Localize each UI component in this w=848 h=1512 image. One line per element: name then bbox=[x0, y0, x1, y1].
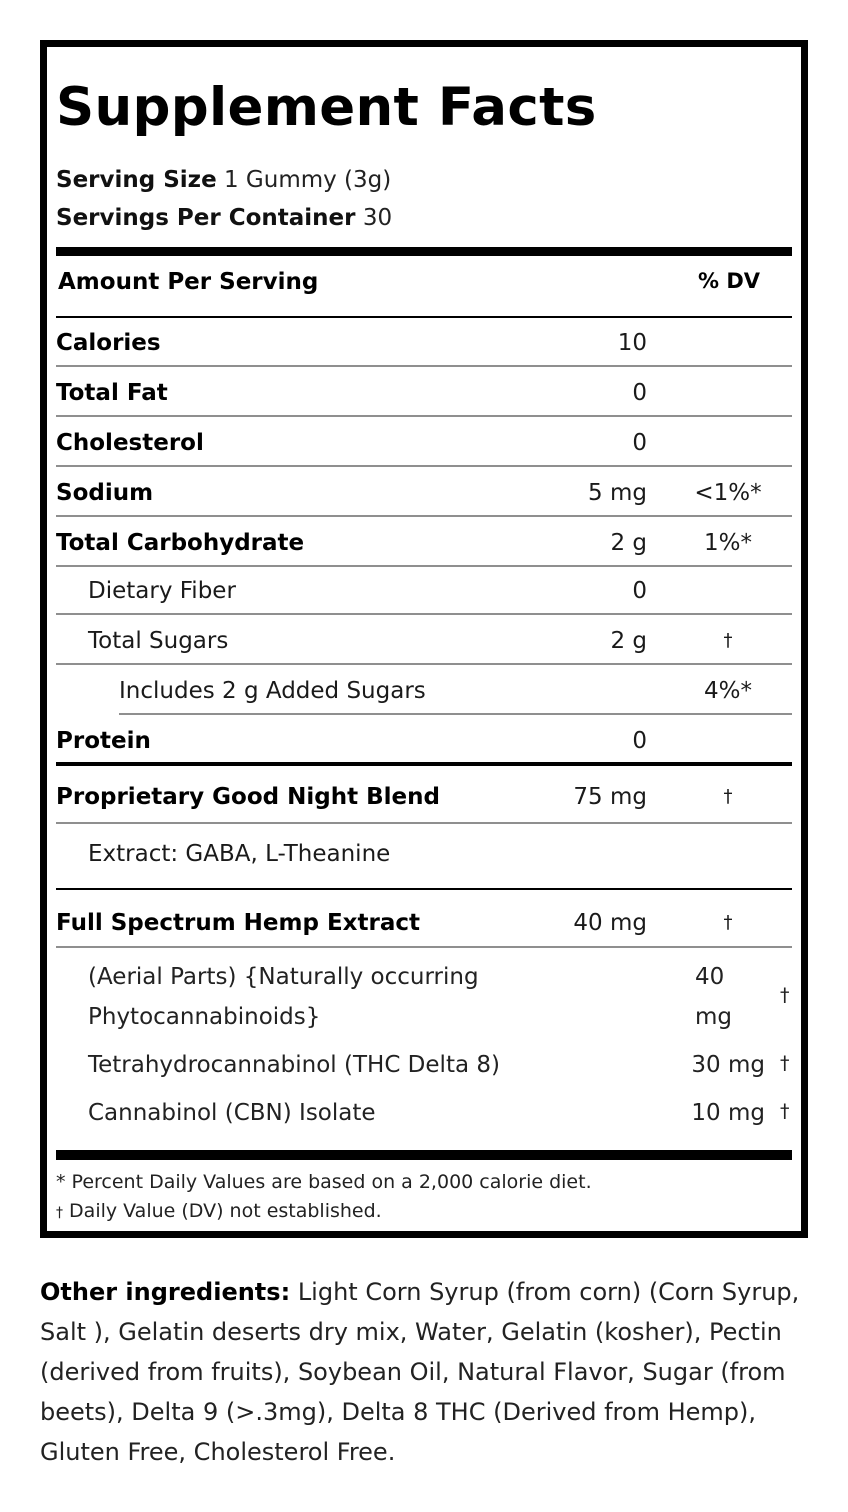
nutrient-row-total-sugars bbox=[56, 616, 792, 666]
serving-size bbox=[56, 167, 391, 193]
nutrient-dv: 4%* bbox=[704, 678, 752, 704]
row-divider bbox=[56, 822, 792, 824]
blend-amount: 75 mg bbox=[573, 784, 647, 810]
nutrient-label: Protein bbox=[56, 728, 151, 754]
hemp-item-dv: † bbox=[780, 1100, 790, 1122]
hemp-item-dv: † bbox=[780, 1052, 790, 1074]
nutrient-row-calories bbox=[56, 318, 792, 368]
nutrient-row-sodium bbox=[56, 468, 792, 518]
serving-size-value: 1 Gummy (3g) bbox=[223, 167, 392, 193]
hemp-item-label-line2: Phytocannabinoids} bbox=[88, 1004, 321, 1030]
other-ingredients-label: Other ingredients: bbox=[40, 1278, 291, 1306]
row-divider bbox=[56, 946, 792, 948]
row-divider bbox=[56, 415, 792, 417]
nutrient-amount: 2 g bbox=[610, 628, 647, 654]
nutrient-amount: 0 bbox=[632, 380, 647, 406]
nutrient-amount: 5 mg bbox=[588, 480, 647, 506]
nutrient-row-added-sugars bbox=[56, 666, 792, 716]
panel-title: Supplement Facts bbox=[56, 77, 597, 138]
dagger-text: Daily Value (DV) not established. bbox=[69, 1200, 382, 1222]
nutrient-label: Sodium bbox=[56, 480, 154, 506]
nutrient-row-dietary-fiber bbox=[56, 566, 792, 616]
other-ingredients bbox=[40, 1272, 810, 1472]
hemp-dv: † bbox=[723, 912, 733, 933]
amount-per-serving-header: Amount Per Serving bbox=[58, 269, 319, 295]
servings-per-container-value: 30 bbox=[362, 205, 393, 231]
dagger-symbol: † bbox=[56, 1205, 63, 1221]
nutrient-label: Calories bbox=[56, 330, 161, 356]
row-divider bbox=[56, 465, 792, 467]
nutrient-row-total-fat bbox=[56, 368, 792, 418]
nutrient-amount: 2 g bbox=[610, 530, 647, 556]
nutrient-label: Total Carbohydrate bbox=[56, 530, 305, 556]
nutrient-label: Includes 2 g Added Sugars bbox=[119, 678, 426, 704]
hemp-item-label: Cannabinol (CBN) Isolate bbox=[88, 1100, 376, 1126]
hemp-row bbox=[56, 898, 792, 948]
blend-dv: † bbox=[723, 786, 733, 807]
hemp-item-amount: 30 mg bbox=[691, 1052, 765, 1078]
hemp-item-label: Tetrahydrocannabinol (THC Delta 8) bbox=[88, 1052, 500, 1078]
supplement-facts-panel bbox=[40, 40, 808, 1238]
row-divider bbox=[56, 515, 792, 517]
thick-divider bbox=[56, 247, 792, 256]
serving-size-label: Serving Size bbox=[56, 167, 217, 193]
nutrient-label: Total Sugars bbox=[88, 628, 229, 654]
row-divider bbox=[56, 365, 792, 367]
nutrient-label: Cholesterol bbox=[56, 430, 204, 456]
hemp-item-amount: 10 mg bbox=[691, 1100, 765, 1126]
row-divider bbox=[56, 663, 792, 665]
other-ingredients-text: Light Corn Syrup (from corn) (Corn Syrup, Salt ), Gelatin deserts dry mix, Water, Gelatin (kosher), Pectin (derived from fruits), Soybean Oil, Natural Flavor, Sugar (from beets), Delta 9 (>.3mg), Delta 8 THC (Derived from Hemp), Gluten Free, Cholesterol Free. bbox=[40, 1278, 800, 1466]
section-divider bbox=[56, 762, 792, 766]
hemp-item-dv: † bbox=[780, 984, 790, 1006]
hemp-label: Full Spectrum Hemp Extract bbox=[56, 910, 420, 936]
hemp-item-amount-line2: mg bbox=[695, 1004, 733, 1030]
nutrient-label: Dietary Fiber bbox=[88, 578, 236, 604]
blend-label: Proprietary Good Night Blend bbox=[56, 784, 440, 810]
row-divider bbox=[56, 613, 792, 615]
hemp-item-amount-line1: 40 bbox=[695, 964, 725, 990]
hemp-item-label-line1: (Aerial Parts) {Naturally occurring bbox=[88, 964, 479, 990]
nutrient-row-cholesterol bbox=[56, 418, 792, 468]
blend-row bbox=[56, 772, 792, 822]
nutrient-amount: 10 bbox=[617, 330, 647, 356]
nutrient-amount: 0 bbox=[632, 728, 647, 754]
thick-divider bbox=[56, 1150, 792, 1160]
blend-extract: Extract: GABA, L-Theanine bbox=[88, 841, 391, 867]
dv-header: % DV bbox=[698, 269, 761, 293]
nutrient-amount: 0 bbox=[632, 578, 647, 604]
nutrient-dv: <1%* bbox=[694, 480, 762, 506]
nutrient-row-total-carbohydrate bbox=[56, 518, 792, 568]
footnote-percent: * Percent Daily Values are based on a 2,000 calorie diet. bbox=[56, 1171, 592, 1193]
row-divider bbox=[119, 713, 792, 715]
nutrient-row-protein bbox=[56, 716, 792, 766]
nutrient-label: Total Fat bbox=[56, 380, 168, 406]
servings-per-container bbox=[56, 205, 392, 231]
blend-extract-row bbox=[56, 829, 792, 879]
nutrient-dv: 1%* bbox=[704, 530, 752, 556]
servings-per-container-label: Servings Per Container bbox=[56, 205, 356, 231]
footnote-dagger bbox=[56, 1200, 382, 1222]
section-divider bbox=[56, 888, 792, 890]
nutrient-amount: 0 bbox=[632, 430, 647, 456]
nutrient-dv: † bbox=[723, 630, 733, 651]
hemp-amount: 40 mg bbox=[573, 910, 647, 936]
